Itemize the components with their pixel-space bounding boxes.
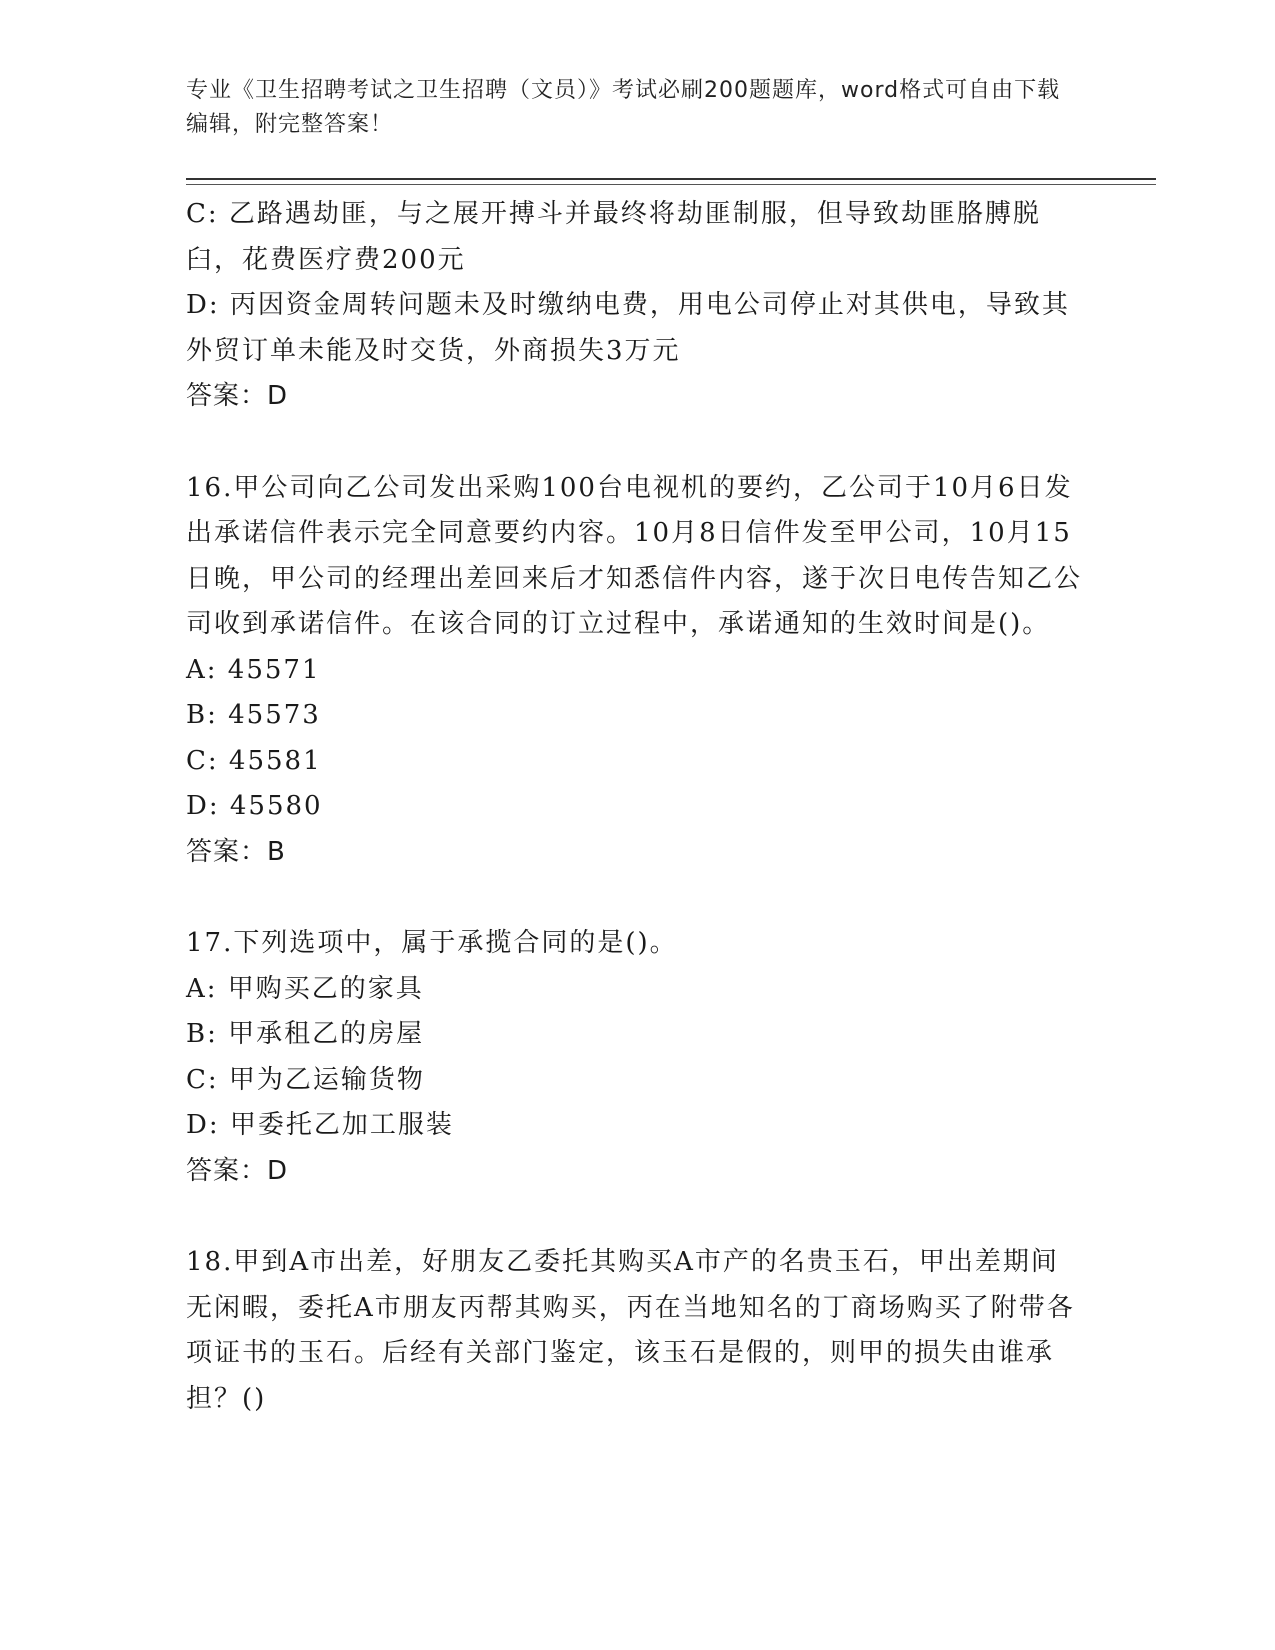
document-body xyxy=(186,192,1086,1422)
option-b: B: 45573 xyxy=(186,700,321,730)
spacer xyxy=(186,1194,1086,1240)
document-header: 专业《卫生招聘考试之卫生招聘（文员）》考试必刷200题题库，word格式可自由下载编辑，附完整答案！ xyxy=(186,78,1061,137)
question-18 xyxy=(186,1240,1086,1422)
spacer xyxy=(186,875,1086,921)
question-stem: 17.下列选项中，属于承揽合同的是()。 xyxy=(186,928,678,958)
option-c: C: 乙路遇劫匪，与之展开搏斗并最终将劫匪制服，但导致劫匪胳膊脱臼，花费医疗费200元 xyxy=(186,199,1041,275)
option-d: D: 甲委托乙加工服装 xyxy=(186,1110,454,1140)
answer: 答案：D xyxy=(186,1155,289,1186)
option-d: D: 丙因资金周转问题未及时缴纳电费，用电公司停止对其供电，导致其外贸订单未能及时交货，外商损失3万元 xyxy=(186,290,1070,366)
option-c: C: 45581 xyxy=(186,745,322,776)
spacer xyxy=(186,420,1086,466)
option-a: A: 甲购买乙的家具 xyxy=(186,973,424,1004)
question-stem: 16.甲公司向乙公司发出采购100台电视机的要约，乙公司于10月6日发出承诺信件表示完全同意要约内容。10月8日信件发至甲公司，10月15日晚，甲公司的经理出差回来后才知悉信件内容，遂于次日电传告知乙公司收到承诺信件。在该合同的订立过程中，承诺通知的生效时间是()。 xyxy=(186,472,1083,639)
header-rule-thick xyxy=(186,178,1156,180)
answer: 答案：B xyxy=(186,836,286,867)
question-17 xyxy=(186,921,1086,1194)
option-d: D: 45580 xyxy=(186,791,323,821)
option-b: B: 甲承租乙的房屋 xyxy=(186,1019,425,1049)
question-stem: 18.甲到A市出差，好朋友乙委托其购买A市产的名贵玉石，甲出差期间无闲暇，委托A市朋友丙帮其购买，丙在当地知名的丁商场购买了附带各项证书的玉石。后经有关部门鉴定，该玉石是假的，则甲的损失由谁承担？() xyxy=(186,1247,1075,1414)
header-rule-thin xyxy=(186,184,1156,185)
answer: 答案：D xyxy=(186,381,289,411)
option-c: C: 甲为乙运输货物 xyxy=(186,1064,425,1095)
question-16 xyxy=(186,466,1086,876)
option-a: A: 45571 xyxy=(186,654,321,685)
question-15-tail xyxy=(186,192,1086,420)
